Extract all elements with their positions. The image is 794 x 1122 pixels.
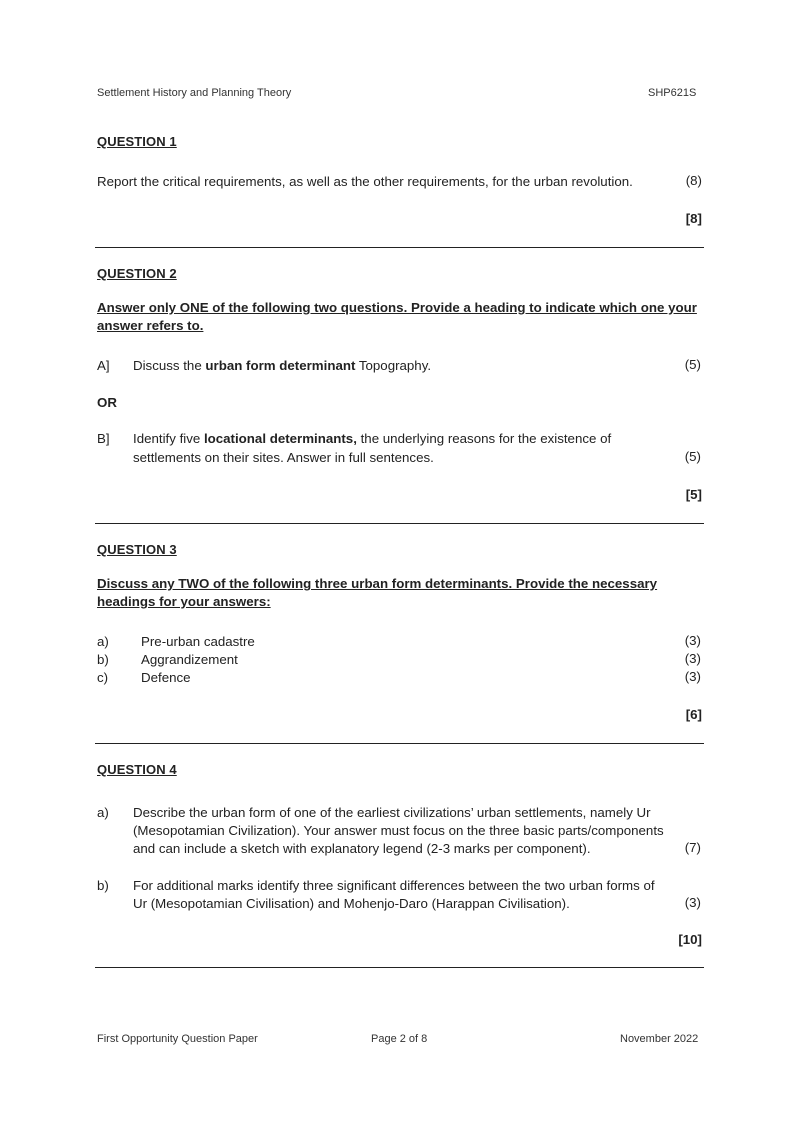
question-2a-mark: (5) — [684, 357, 701, 372]
question-1-total: [8] — [685, 211, 702, 226]
question-4-title: QUESTION 4 — [97, 762, 177, 777]
course-title: Settlement History and Planning Theory — [97, 87, 292, 99]
question-2a-post: Topography. — [355, 358, 432, 373]
question-2b-post: the underlying reasons for the existence of — [356, 431, 612, 446]
question-3a-text: Pre-urban cadastre — [141, 634, 255, 649]
question-4a-line1: Describe the urban form of one of the earliest civilizations’ urban settlements, namely Ur — [133, 805, 651, 820]
question-3b-mark: (3) — [684, 651, 701, 666]
question-2a-text — [133, 357, 431, 375]
question-3b-label: b) — [97, 652, 109, 667]
question-2-total: [5] — [685, 487, 702, 502]
question-3a-mark: (3) — [684, 633, 701, 648]
question-4b-line1: For additional marks identify three significant differences between the two urban forms of — [133, 878, 655, 893]
question-3c-mark: (3) — [684, 669, 701, 684]
question-2b-line1 — [133, 430, 611, 448]
question-4a-line2: (Mesopotamian Civilization). Your answer must focus on the three basic parts/components — [133, 823, 664, 838]
question-3-instruction-line2: headings for your answers: — [97, 594, 271, 609]
question-3c-label: c) — [97, 670, 109, 685]
question-4b-label: b) — [97, 878, 109, 893]
question-2a-pre: Discuss the — [133, 358, 206, 373]
question-1-text: Report the critical requirements, as well as the other requirements, for the urban revolution. — [97, 174, 633, 189]
question-2b-bold: locational determinants, — [203, 431, 357, 446]
question-2a-label: A] — [97, 358, 110, 373]
question-2b-mark: (5) — [684, 449, 701, 464]
question-4a-label: a) — [97, 805, 109, 820]
question-2b-label: B] — [97, 431, 110, 446]
question-3-total: [6] — [685, 707, 702, 722]
question-2-instruction-line1: Answer only ONE of the following two questions. Provide a heading to indicate which one your — [97, 300, 697, 315]
question-3-instruction-line1: Discuss any TWO of the following three urban form determinants. Provide the necessary — [97, 576, 658, 591]
question-2b-pre: Identify five — [133, 431, 204, 446]
question-4a-line3: and can include a sketch with explanatory legend (2-3 marks per component). — [133, 841, 591, 856]
question-2-instruction-line2: answer refers to. — [97, 318, 204, 333]
section-divider — [95, 743, 704, 744]
section-divider — [95, 967, 704, 968]
course-code: SHP621S — [648, 87, 697, 99]
question-2a-bold: urban form determinant — [205, 358, 356, 373]
question-1-title: QUESTION 1 — [97, 134, 177, 149]
question-3c-text: Defence — [141, 670, 191, 685]
question-4a-mark: (7) — [684, 840, 701, 855]
question-4-total: [10] — [678, 932, 702, 947]
footer-date: November 2022 — [620, 1033, 699, 1045]
question-1-mark: (8) — [685, 173, 702, 188]
question-4b-line2: Ur (Mesopotamian Civilisation) and Mohenjo-Daro (Harappan Civilisation). — [133, 896, 570, 911]
question-3a-label: a) — [97, 634, 109, 649]
footer-paper-type: First Opportunity Question Paper — [97, 1033, 258, 1045]
question-2-title: QUESTION 2 — [97, 266, 177, 281]
question-2b-line2: settlements on their sites. Answer in full sentences. — [133, 450, 434, 465]
question-2-or: OR — [97, 395, 117, 410]
section-divider — [95, 247, 704, 248]
question-4b-mark: (3) — [684, 895, 701, 910]
question-3b-text: Aggrandizement — [141, 652, 238, 667]
question-3-title: QUESTION 3 — [97, 542, 177, 557]
footer-page-number: Page 2 of 8 — [371, 1033, 428, 1045]
section-divider — [95, 523, 704, 524]
